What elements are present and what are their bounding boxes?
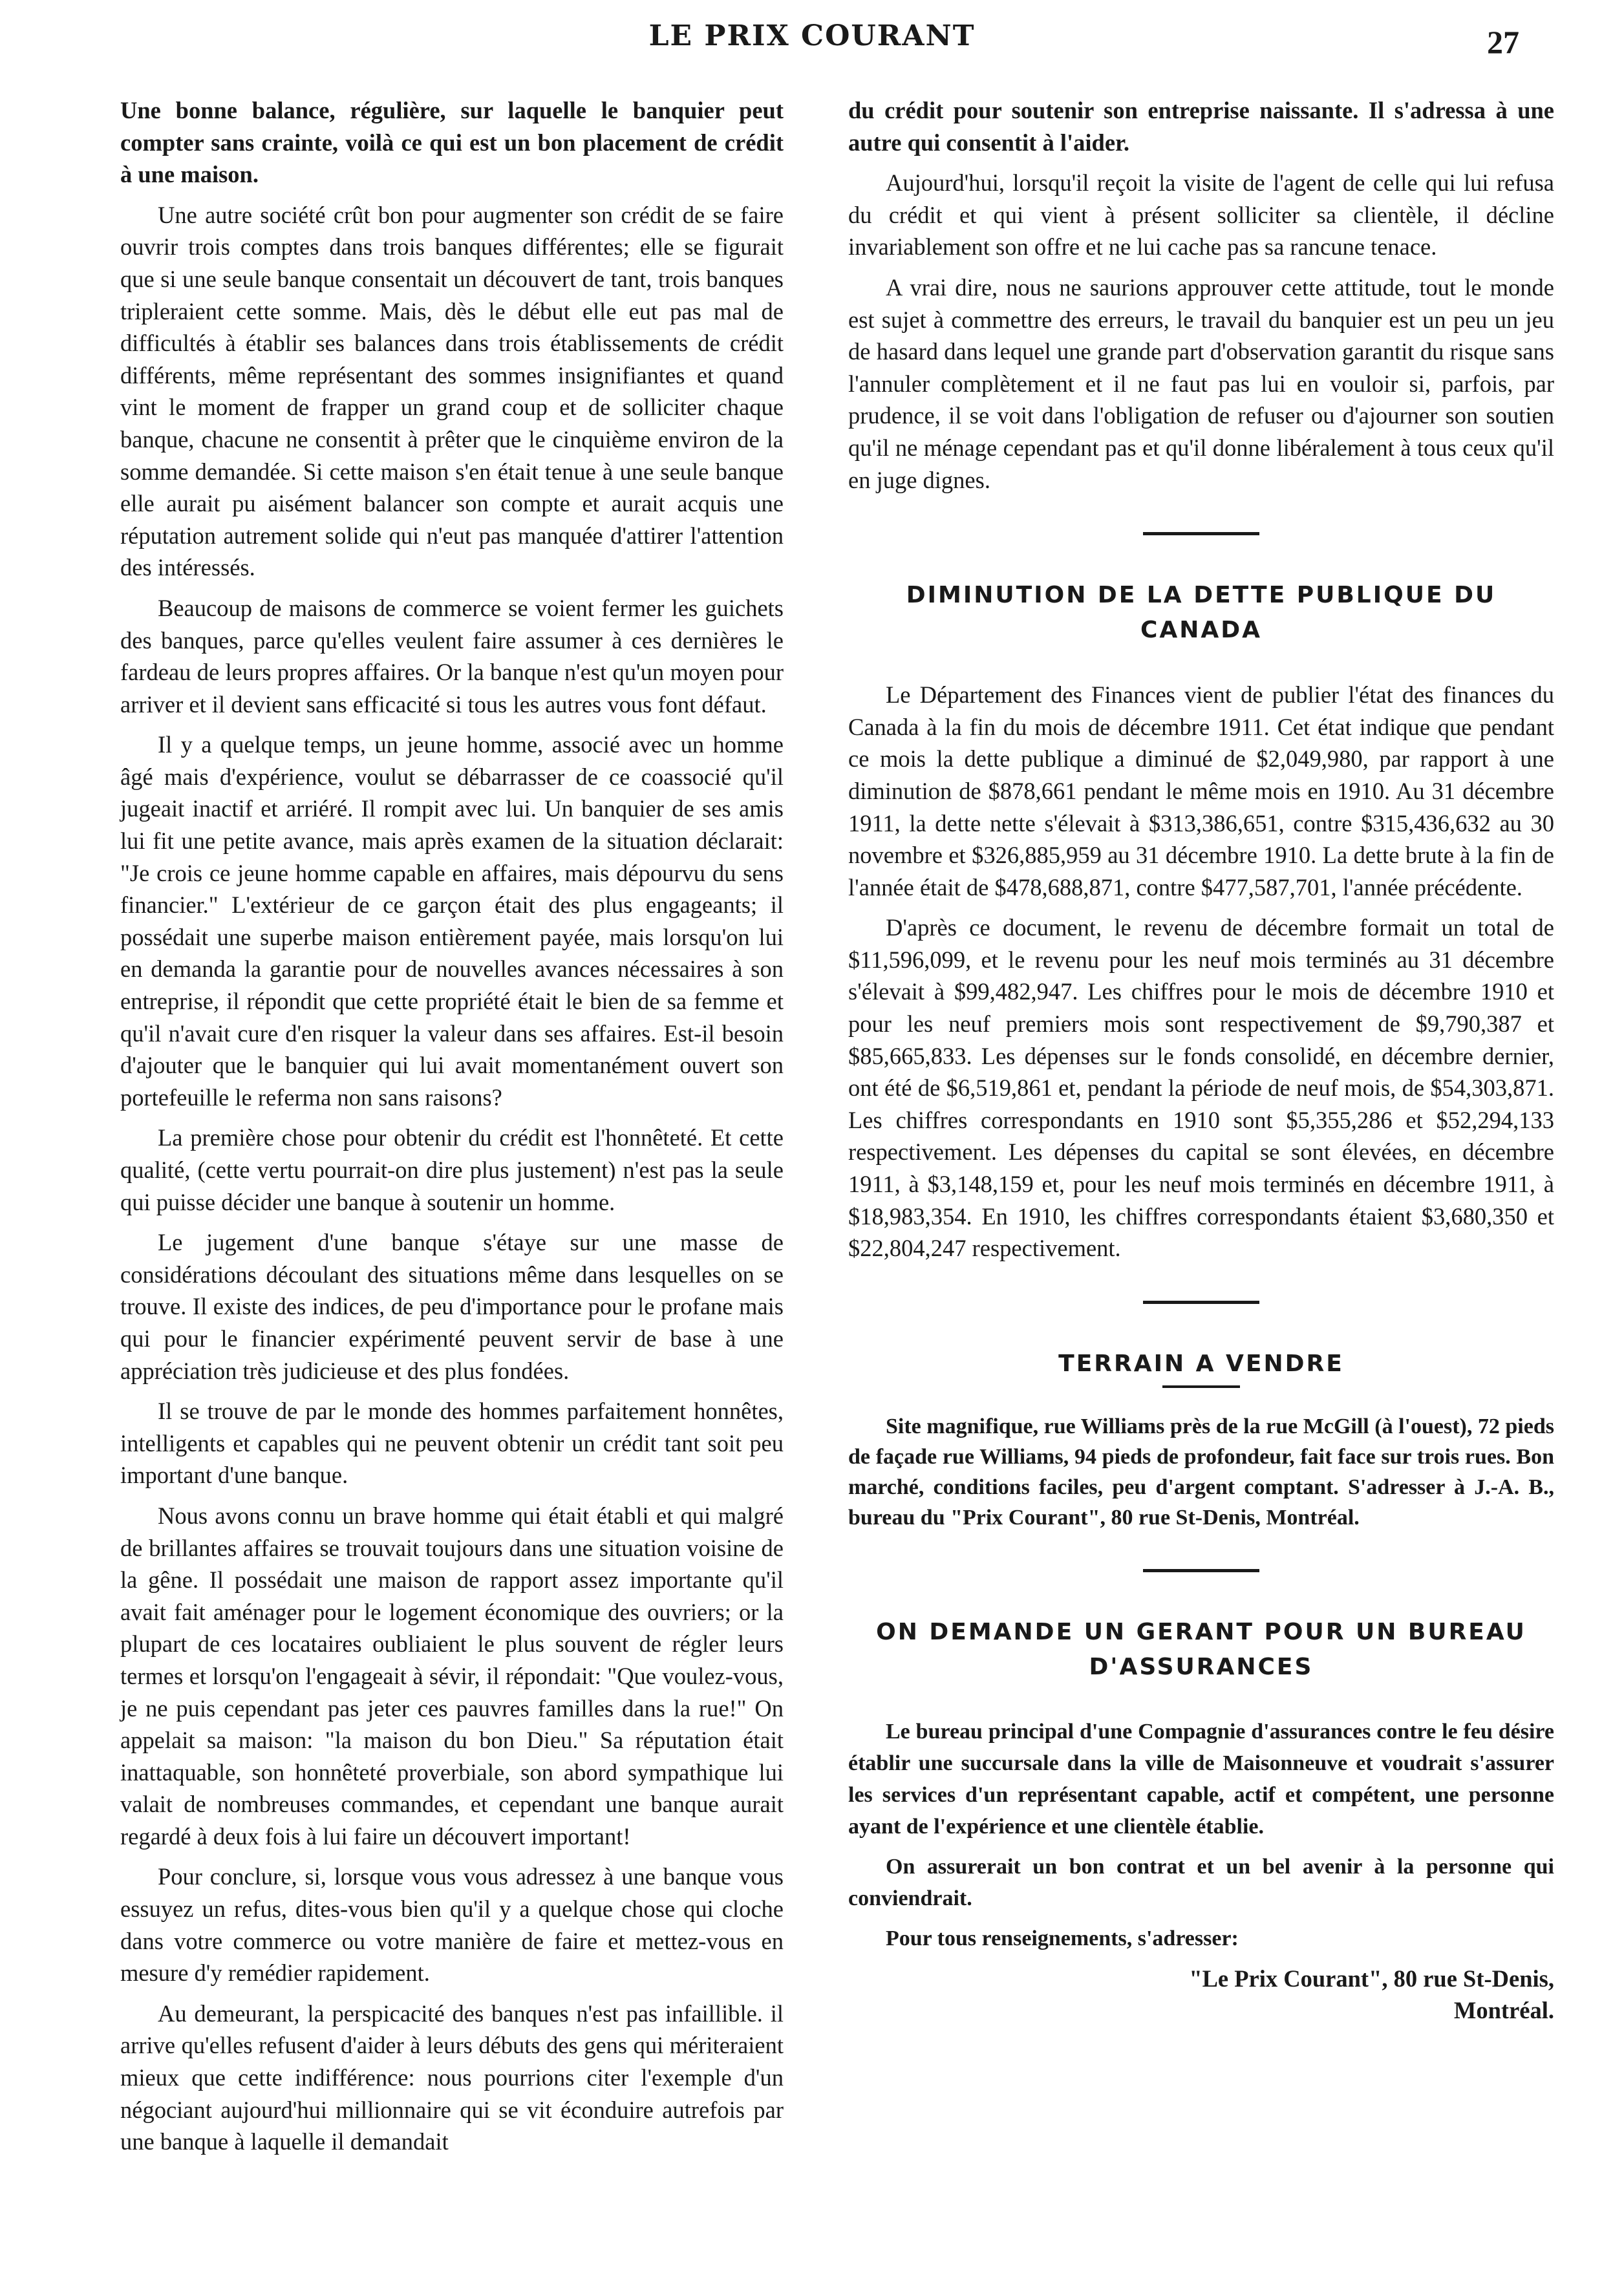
headline-gerant (848, 1615, 1554, 1685)
gerant-body (848, 1716, 1554, 1954)
section-divider (1143, 1569, 1259, 1572)
signoff (848, 1963, 1554, 2027)
headline-gerant-line1: ON DEMANDE UN GERANT POUR UN BUREAU (876, 1618, 1526, 1645)
headline-dette: DIMINUTION DE LA DETTE PUBLIQUE DU CANADA (906, 582, 1497, 644)
paragraph: Au demeurant, la perspicacité des banques n'est pas infaillible. il arrive qu'elles refusent d'aider à leurs débuts des gens qui mériteraient mieux que cette indifférence: nous pourrions citer l'exemple d'un négociant aujourd'hui millionnaire qui se vit éconduire autrefois par une banque à laquelle il demandait (120, 2000, 784, 2155)
paragraph: Pour tous renseignements, s'adresser: (886, 1926, 1239, 1950)
paragraph: Site magnifique, rue Williams près de la rue McGill (à l'ouest), 72 pieds de façade rue Williams, 94 pieds de profondeur, fait face sur trois rues. Bon marché, conditions faciles, peu d'argent comptant. S'adresser à J.-A. B., bureau du "Prix Courant", 80 rue St-Denis, Montréal. (848, 1414, 1554, 1530)
paragraph: On assurerait un bon contrat et un bel avenir à la personne qui conviendrait. (848, 1854, 1554, 1910)
paragraph: Il se trouve de par le monde des hommes parfaitement honnêtes, intelligents et capables qui ne peuvent obtenir un crédit tant soit peu important d'une banque. (120, 1398, 784, 1489)
headline-terrain: TERRAIN A VENDRE (1058, 1350, 1344, 1377)
paragraph: Il y a quelque temps, un jeune homme, associé avec un homme âgé mais d'expérience, voulut se débarrasser de ce coassocié qu'il jugeait inactif et arriéré. Il rompit avec lui. Un banquier de ses amis lui fit une petite avance, mais après examen de la situation déclarait: "Je crois ce jeune homme capable en affaires, mais dépourvu du sens financier." L'extérieur de ce garçon était des plus engageants; il possédait une superbe maison entièrement payée, mais lorsqu'on lui en demanda la garantie pour de nouvelles avances nécessaires à son entreprise, il répondit que cette propriété était le bien de sa femme et qu'il n'avait cure d'en risquer la valeur dans ses affaires. Est-il besoin d'ajouter que le banquier qui lui avait momentanément ouvert son portefeuille le referma non sans raisons? (120, 731, 784, 1111)
paragraph: D'après ce document, le revenu de décembre formait un total de $11,596,099, et le revenu pour les neuf mois terminés au 31 décembre s'élevait à $99,482,947. Les chiffres pour le mois de décembre 1910 et pour les neuf premiers mois sont respectivement de $9,790,387 et $85,665,833. Les dépenses sur le fonds consolidé, en décembre dernier, ont été de $6,519,861 et, pendant la période de neuf mois, de $54,303,871. Les chiffres correspondants en 1910 sont $5,355,286 et $52,294,133 respectivement. Les dépenses du capital se sont élevées, en décembre 1911, à $3,148,159 et, pour les neuf mois terminés en décembre 1911, à $18,983,354. En 1910, les chiffres correspondants étaient $3,680,350 et $22,804,247 respectivement. (848, 914, 1554, 1262)
section-divider (1143, 532, 1259, 535)
paragraph: A vrai dire, nous ne saurions approuver cette attitude, tout le monde est sujet à commettre des erreurs, le travail du banquier est un peu un jeu de hasard dans lequel une grande part d'observation garantit du risque sans l'annuler complètement et il ne faut pas lui en vouloir si, parfois, par prudence, il se voit dans l'obligation de refuser ou d'ajourner son soutien qu'il ne ménage cependant pas et qu'il donne libéralement à tous ceux qu'il en juge dignes. (848, 273, 1554, 493)
signoff-line2: Montréal. (1453, 1997, 1554, 2024)
paragraph: Le jugement d'une banque s'étaye sur une masse de considérations découlant des situations même dans lesquelles on se trouve. Il existe des indices, de peu d'importance pour le profane mais qui pour le financier expérimenté peuvent servir de base à une appréciation très judicieuse et des plus fondées. (120, 1229, 784, 1384)
section-divider (1143, 1301, 1259, 1304)
paragraph: Une bonne balance, régulière, sur laquelle le banquier peut compter sans crainte, voilà ce qui est un bon placement de crédit à une maison. (120, 97, 784, 188)
page-number: 27 (1487, 24, 1519, 60)
signoff-line1: "Le Prix Courant", 80 rue St-Denis, (1189, 1965, 1554, 1992)
paragraph: Le Département des Finances vient de publier l'état des finances du Canada à la fin du mois de décembre 1911. Cet état indique que pendant ce mois la dette publique a diminué de $2,049,980, par rapport à une diminution de $878,661 pendant le même mois en 1910. Au 31 décembre 1911, la dette nette s'élevait à $313,386,651, contre $315,436,632 au 30 novembre et $326,885,959 au 31 décembre 1910. La dette brute à la fin de l'année était de $478,688,871, contre $477,587,701, l'année précédente. (848, 681, 1554, 901)
left-column (120, 94, 784, 2166)
headline-gerant-line2: D'ASSURANCES (1089, 1653, 1314, 1680)
headline-underline (1162, 1385, 1240, 1388)
paragraph: Une autre société crût bon pour augmenter son crédit de se faire ouvrir trois comptes dans trois banques différentes; elle se figurait que si une seule banque consentait un découvert de tant, trois banques tripleraient cette somme. Mais, dès le début elle eut pas mal de difficultés à établir ses balances dans trois établissements de crédit différents, même représentant des sommes insignifiantes et quand vint le moment de frapper un grand coup et de solliciter chaque banque, chacune ne consentit à prêter que le cinquième environ de la somme demandée. Si cette maison s'en était tenue à une seule banque elle aurait pu aisément balancer son compte et aurait acquis une réputation autrement solide qui n'eut pas manquée d'attirer l'attention des intéressés. (120, 201, 784, 581)
paragraph: La première chose pour obtenir du crédit est l'honnêteté. Et cette qualité, (cette vertu pourrait-on dire plus justement) n'est pas la seule qui puisse décider une banque à soutenir un homme. (120, 1124, 784, 1215)
paragraph: Aujourd'hui, lorsqu'il reçoit la visite de l'agent de celle qui lui refusa du crédit et qui vient à présent solliciter sa clientèle, il décline invariablement son offre et ne lui cache pas sa rancune tenace. (848, 169, 1554, 261)
paragraph: Nous avons connu un brave homme qui était établi et qui malgré de brillantes affaires se trouvait toujours dans une situation voisine de la gêne. Il possédait une maison de rapport assez importante qu'il avait fait aménager pour le logement économique des ouvriers; or la plupart de ces locataires oubliaient le plus souvent de régler leurs termes et lorsqu'on l'engageait à sévir, il répondait: "Que voulez-vous, je ne puis cependant pas jeter ces pauvres familles dans la rue!" On appelait sa maison: "la maison du bon Dieu." Sa réputation était inattaquable, son honnêteté proverbiale, son abord sympathique lui valait de nombreuses commandes, et cependant une banque aurait regardé à deux fois à lui faire un découvert important! (120, 1502, 784, 1850)
masthead-title: LE PRIX COURANT (648, 19, 976, 52)
right-column (848, 94, 1554, 2027)
paragraph: Le bureau principal d'une Compagnie d'assurances contre le feu désire établir une succursale dans la ville de Maisonneuve et voudrait s'assurer les services d'un représentant capable, actif et compétent, une personne ayant de l'expérience et une clientèle établie. (848, 1719, 1554, 1839)
paragraph: Pour conclure, si, lorsque vous vous adressez à une banque vous essuyez un refus, dites-vous bien qu'il y a quelque chose qui cloche dans votre commerce ou votre manière de faire et mettez-vous en mesure d'y remédier rapidement. (120, 1863, 784, 1987)
paragraph: Beaucoup de maisons de commerce se voient fermer les guichets des banques, parce qu'elles veulent faire assumer à ces dernières le fardeau de leurs propres affaires. Or la banque n'est qu'un moyen pour arriver et il devient sans efficacité si tous les autres vous font défaut. (120, 594, 784, 718)
paragraph: du crédit pour soutenir son entreprise naissante. Il s'adressa à une autre qui consentit à l'aider. (848, 97, 1554, 156)
